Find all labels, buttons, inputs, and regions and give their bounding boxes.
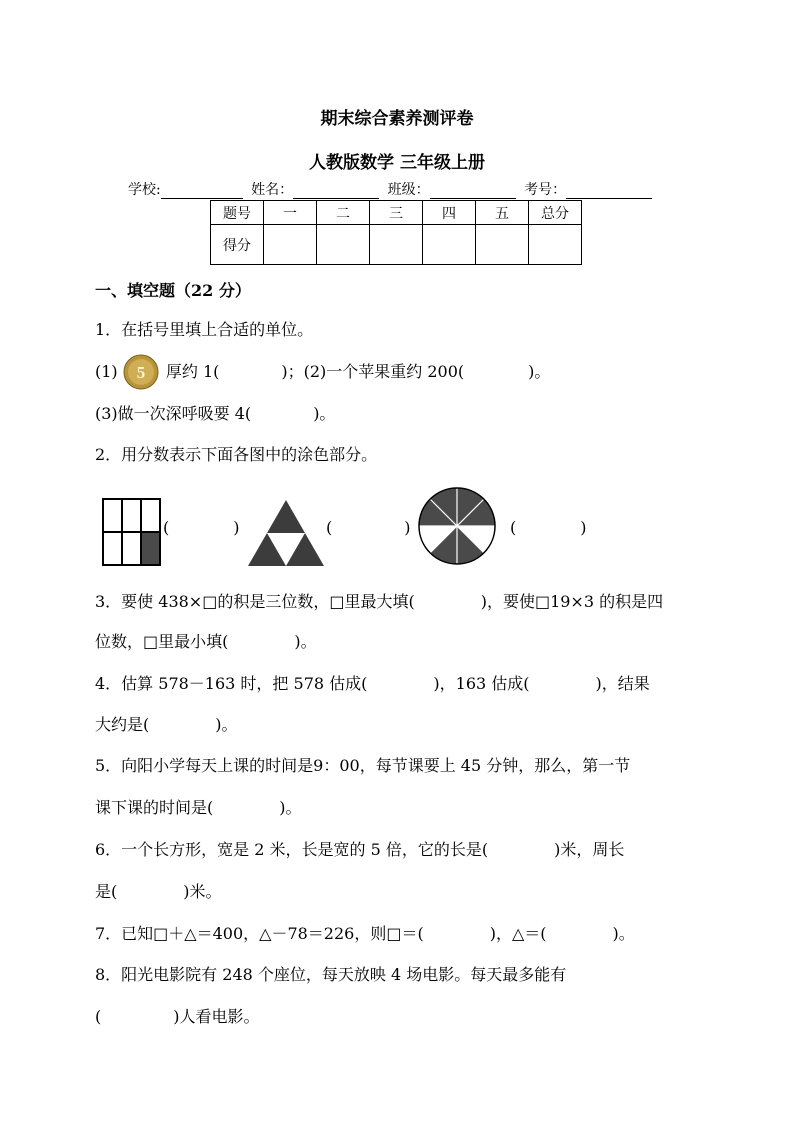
student-info-line [128,179,652,199]
score-head-cell: 二 [317,201,370,225]
part-label: (1) [95,362,118,381]
coin-image [123,363,161,383]
q3-text: 位数，□里最小填( [95,632,229,651]
q1-text-a: 厚约 1( [165,362,220,381]
score-cell[interactable] [529,225,582,265]
score-head-cell: 五 [476,201,529,225]
score-cell[interactable] [264,225,317,265]
score-table [210,200,582,265]
school-label: 学校: [128,182,161,198]
q4-text: 4．估算 578－163 时，把 578 估成( [95,674,368,693]
question-7 [95,924,635,944]
q1-text-b: )；(2)一个苹果重约 200( [281,362,465,381]
question-6-line-2 [95,882,222,902]
score-row-label: 得分 [211,225,264,265]
q3-text: 3．要使 438×□的积是三位数，□里最大填( [95,592,415,611]
question-2-stem: 2．用分数表示下面各图中的涂色部分。 [95,445,378,464]
rectangle-figure [103,499,160,565]
q1-text-c: )。 [528,362,551,381]
q8-text: )人看电影。 [173,1007,260,1026]
q2-answer-3[interactable] [510,518,587,538]
q7-text: )，△＝( [489,924,547,943]
q6-text: )米，周长 [554,840,625,859]
question-4-line-2 [95,715,238,735]
class-label: 班级： [387,182,430,198]
name-label: 姓名： [251,182,294,198]
exam-no-label: 考号： [524,182,567,198]
q4-text: 大约是( [95,715,150,734]
question-8-line-1: 8．阳光电影院有 248 个座位，每天放映 4 场电影。每天最多能有 [95,965,567,984]
paren: ) [404,518,411,537]
q7-text: 7．已知□＋△＝400，△－78＝226，则□＝( [95,924,424,943]
q3-text: )，要使□19×3 的积是四 [480,592,664,611]
score-head-cell: 总分 [529,201,582,225]
score-head-cell: 三 [370,201,423,225]
paren: ( [510,518,517,537]
q2-answer-2[interactable] [326,518,411,538]
q5-text: 课下课的时间是( [95,798,214,817]
q6-text: 是( [95,882,118,901]
shaded-cell [141,532,160,565]
q3-text: )。 [294,632,317,651]
score-head-cell: 题号 [211,201,264,225]
score-cell[interactable] [370,225,423,265]
paren: ) [233,518,240,537]
circle-figure [419,488,495,564]
question-1-part-c [95,404,335,424]
page-title: 期末综合素养测评卷 [320,109,474,129]
score-cell[interactable] [317,225,370,265]
q1-text-d: (3)做一次深呼吸要 4( [95,404,252,423]
question-5-line-1: 5．向阳小学每天上课的时间是9：00，每节课要上 45 分钟，那么，第一节 [95,756,631,775]
q4-text: )，163 估成( [433,674,530,693]
paren: ( [163,518,170,537]
score-table-header-row [211,201,582,225]
question-1-stem: 1．在括号里填上合适的单位。 [95,320,314,339]
class-field[interactable] [430,184,516,199]
question-6-line-1 [95,840,624,860]
q6-text: 6．一个长方形，宽是 2 米，长是宽的 5 倍，它的长是( [95,840,489,859]
name-field[interactable] [293,184,379,199]
question-4-line-1 [95,674,650,694]
school-field[interactable] [161,184,243,199]
coin-icon [123,354,159,390]
question-1-part-a [95,362,550,383]
section-title: 一、填空题（22 分） [95,281,251,300]
page-subtitle: 人教版数学 三年级上册 [309,153,485,173]
q1-text-e: )。 [313,404,336,423]
question-5-line-2 [95,798,302,818]
score-head-cell: 四 [423,201,476,225]
q7-text: )。 [612,924,635,943]
exam-no-field[interactable] [566,184,652,199]
score-cell[interactable] [476,225,529,265]
triangle-figure [248,500,324,566]
paren: ) [580,518,587,537]
score-cell[interactable] [423,225,476,265]
paren: ( [326,518,333,537]
q2-answer-1[interactable] [163,518,240,538]
question-3-line-2 [95,632,317,652]
question-8-line-2 [95,1007,260,1027]
q4-text: )。 [215,715,238,734]
q8-text: ( [95,1007,102,1026]
coin-label: 5 [136,362,146,382]
score-head-cell: 一 [264,201,317,225]
q5-text: )。 [279,798,302,817]
score-table-score-row [211,225,582,265]
q4-text: )，结果 [595,674,650,693]
question-3-line-1 [95,592,663,612]
q6-text: )米。 [183,882,222,901]
